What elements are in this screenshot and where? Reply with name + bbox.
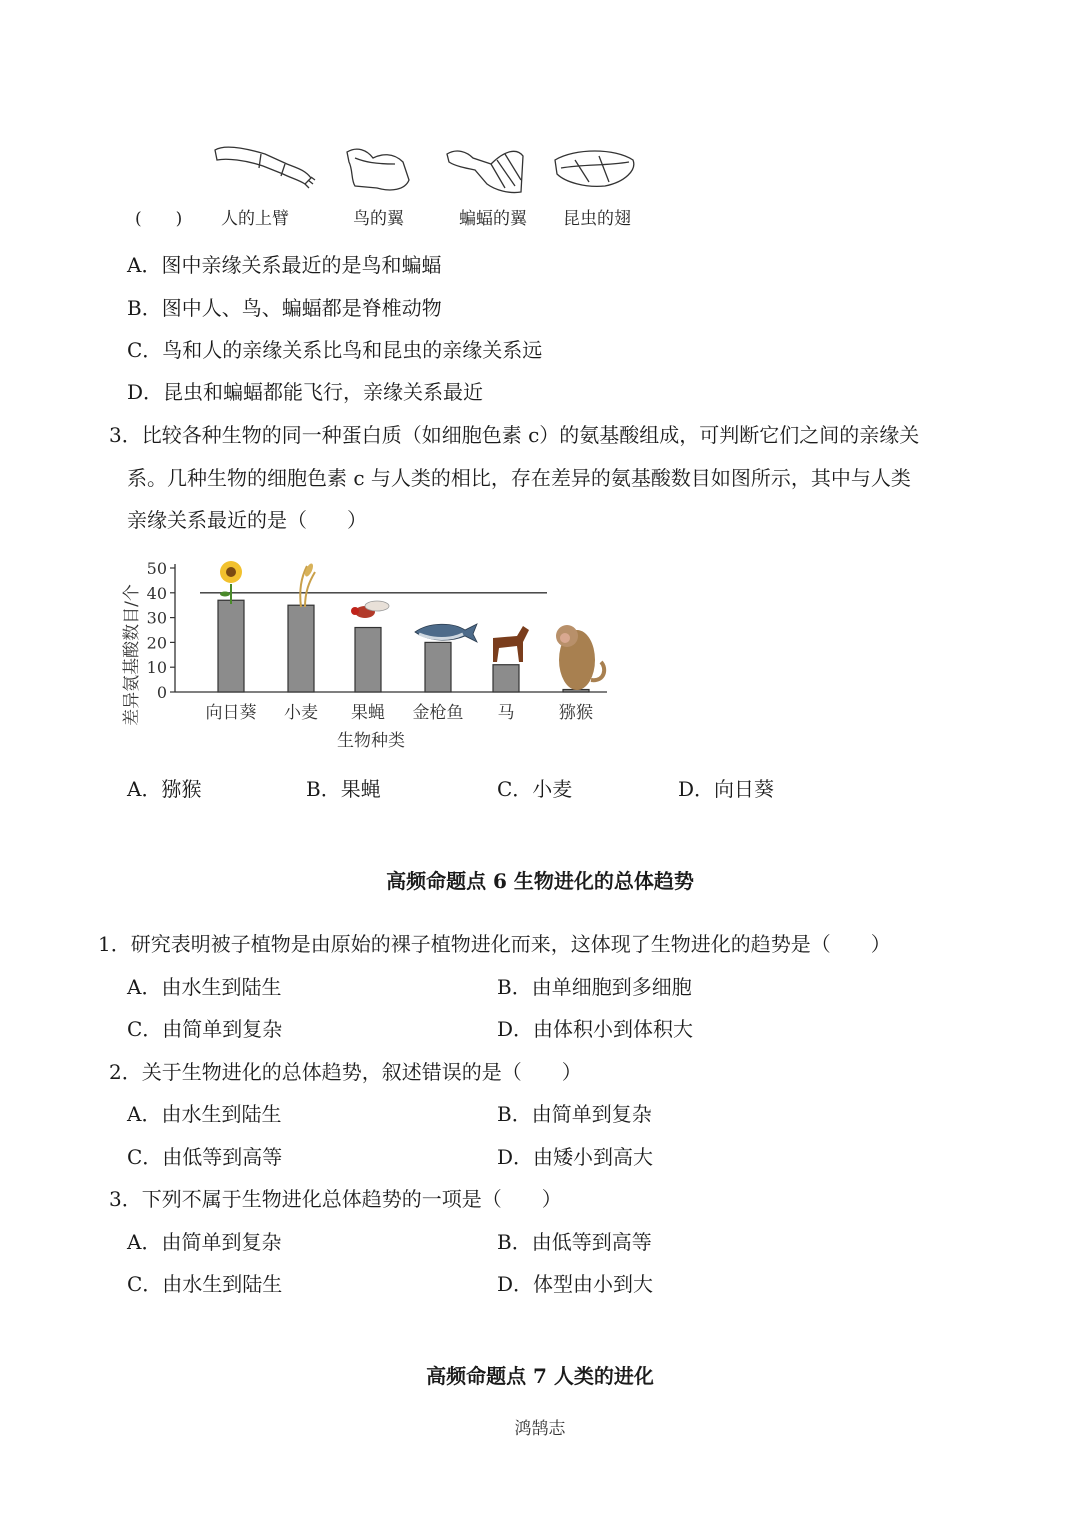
y-axis-label: 差异氨基酸数目/个 [122, 584, 142, 726]
bar-1 [288, 605, 314, 692]
category-label: 金枪鱼 [412, 703, 464, 723]
category-label: 猕猴 [559, 703, 593, 723]
q3-option-b[interactable]: B．果蝇 [306, 777, 381, 801]
y-tick-label: 40 [146, 583, 167, 603]
s6-q3-option-d[interactable]: D．体型由小到大 [497, 1272, 654, 1296]
section-7-title: 高频命题点 7 人类的进化 [426, 1364, 654, 1388]
label-human-arm: 人的上臂 [221, 209, 289, 229]
q2-option-b[interactable]: B．图中人、鸟、蝙蝠都是脊椎动物 [127, 296, 442, 320]
category-label: 小麦 [284, 703, 318, 723]
sunflower-icon [220, 561, 242, 604]
y-tick-label: 30 [146, 608, 167, 628]
bar-0 [218, 600, 244, 692]
q3-stem-line-3: 亲缘关系最近的是（ ） [127, 508, 367, 532]
s6-q3-option-a[interactable]: A．由简单到复杂 [127, 1230, 282, 1254]
limb-drawings [205, 140, 645, 202]
fruit-fly-icon [351, 601, 389, 618]
tuna-fish-icon [415, 624, 477, 642]
section-6-title: 高频命题点 6 生物进化的总体趋势 [386, 869, 694, 893]
q2-option-d[interactable]: D．昆虫和蝙蝠都能飞行，亲缘关系最近 [127, 380, 484, 404]
bird-wing-drawing [347, 149, 409, 190]
q2-option-c[interactable]: C．鸟和人的亲缘关系比鸟和昆虫的亲缘关系远 [127, 338, 543, 362]
s6-q2-option-a[interactable]: A．由水生到陆生 [127, 1102, 282, 1126]
x-axis-label: 生物种类 [337, 731, 405, 751]
q3-option-c[interactable]: C．小麦 [497, 777, 573, 801]
s6-q1-option-c[interactable]: C．由简单到复杂 [127, 1017, 283, 1041]
bar-3 [425, 642, 451, 692]
s6-q2-option-c[interactable]: C．由低等到高等 [127, 1145, 283, 1169]
y-tick-label: 0 [156, 683, 167, 702]
q3-option-a[interactable]: A．猕猴 [127, 777, 202, 801]
s6-q2-option-b[interactable]: B．由简单到复杂 [497, 1102, 652, 1126]
y-tick-label: 10 [146, 658, 167, 678]
y-tick-label: 20 [146, 633, 167, 653]
category-label: 果蝇 [351, 703, 385, 723]
label-bat-wing: 蝙蝠的翼 [459, 209, 527, 229]
label-bird-wing: 鸟的翼 [353, 209, 404, 229]
amino-acid-chart [115, 550, 615, 755]
insect-wing-drawing [555, 151, 634, 186]
horse-icon [493, 626, 529, 662]
s6-q3-stem: 3．下列不属于生物进化总体趋势的一项是（ ） [109, 1187, 562, 1211]
s6-q1-option-b[interactable]: B．由单细胞到多细胞 [497, 975, 692, 999]
q3-stem-line-1: 3．比较各种生物的同一种蛋白质（如细胞色素 c）的氨基酸组成，可判断它们之间的亲缘关 [109, 423, 920, 447]
q2-option-a[interactable]: A．图中亲缘关系最近的是鸟和蝙蝠 [127, 253, 442, 277]
s6-q3-option-b[interactable]: B．由低等到高等 [497, 1230, 652, 1254]
bar-2 [355, 628, 381, 692]
label-insect-wing: 昆虫的翅 [563, 209, 631, 229]
s6-q1-option-a[interactable]: A．由水生到陆生 [127, 975, 282, 999]
s6-q2-stem: 2．关于生物进化的总体趋势，叙述错误的是（ ） [109, 1060, 582, 1084]
s6-q1-option-d[interactable]: D．由体积小到体积大 [497, 1017, 694, 1041]
y-tick-label: 50 [146, 559, 167, 578]
s6-q1-stem: 1．研究表明被子植物是由原始的裸子植物进化而来，这体现了生物进化的趋势是（ ） [98, 932, 891, 956]
bat-wing-drawing [447, 151, 523, 192]
q3-stem-line-2: 系。几种生物的细胞色素 c 与人类的相比，存在差异的氨基酸数目如图所示，其中与人类 [127, 466, 911, 490]
macaque-icon [556, 625, 604, 690]
s6-q3-option-c[interactable]: C．由水生到陆生 [127, 1272, 283, 1296]
category-label: 马 [497, 703, 515, 723]
q3-option-d[interactable]: D．向日葵 [678, 777, 775, 801]
wheat-icon [300, 562, 315, 607]
category-label: 向日葵 [205, 703, 257, 723]
footer-watermark: 鸿鹄志 [514, 1419, 566, 1439]
human-arm-drawing [215, 147, 315, 188]
s6-q2-option-d[interactable]: D．由矮小到高大 [497, 1145, 654, 1169]
bar-4 [493, 665, 519, 692]
figure-blank: ( ) [135, 209, 183, 229]
